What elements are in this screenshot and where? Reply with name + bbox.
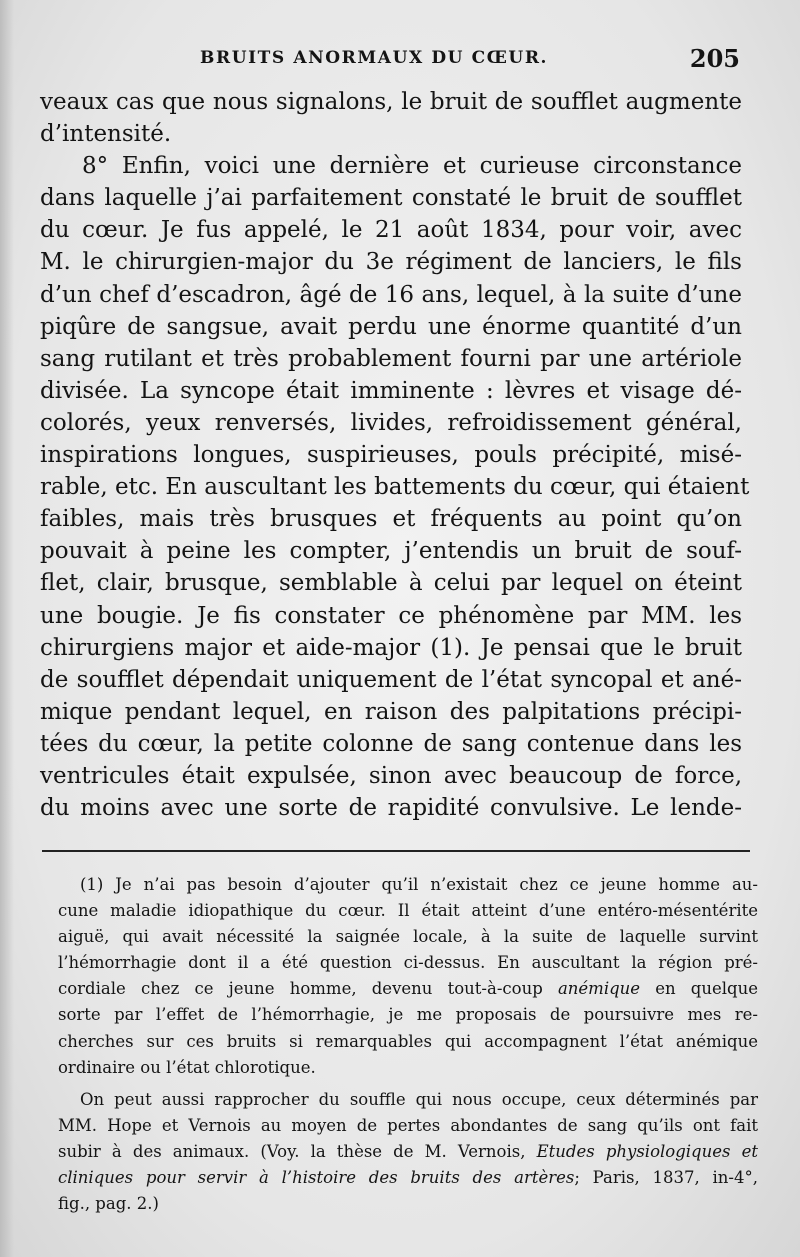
text-line: colorés, yeux renversés, livides, refroidissement général, [40, 409, 742, 436]
footnote-line: On peut aussi rapprocher du souffle qui nous occupe, ceux déterminés par [80, 1089, 758, 1109]
page-gutter-shadow [0, 0, 14, 1257]
text-line: 8° Enfin, voici une dernière et curieuse circonstance [82, 153, 742, 180]
text-line: d’un chef d’escadron, âgé de 16 ans, lequel, à la suite d’une [40, 281, 742, 308]
text-line: faibles, mais très brusques et fréquents au point qu’on [40, 506, 742, 533]
text-line: ventricules était expulsée, sinon avec beaucoup de force, [40, 762, 742, 789]
footnote-line: (1) Je n’ai pas besoin d’ajouter qu’il n’existait chez ce jeune homme au- [80, 875, 758, 894]
page-header [40, 44, 740, 74]
citation-title: Etudes physiologiques et [536, 1141, 758, 1161]
text-line: inspirations longues, suspirieuses, pouls précipité, misé- [40, 442, 742, 469]
page-number: 205 [689, 44, 740, 73]
footnote-line: cune maladie idiopathique du cœur. Il était atteint d’une entéro-mésentérite [58, 901, 758, 921]
footnote-line [58, 976, 758, 1002]
footnote-text: en quelque [640, 979, 758, 999]
footnote-text: ; Paris, 1837, in-4°, [574, 1168, 758, 1188]
text-line: piqûre de sangsue, avait perdu une énorme quantité d’un [40, 313, 742, 340]
text-line: veaux cas que nous signalons, le bruit de soufflet augmente [40, 89, 742, 115]
footnote-line [58, 1139, 758, 1165]
footnote-line: l’hémorrhagie dont il a été question ci-dessus. En auscultant la région pré- [58, 953, 758, 973]
footnote-italic-term: anémique [557, 979, 641, 999]
text-line: d’intensité. [40, 121, 172, 148]
main-text [40, 86, 750, 824]
text-line: de soufflet dépendait uniquement de l’état syncopal et ané- [40, 666, 742, 693]
text-line: flet, clair, brusque, semblable à celui par lequel on éteint [40, 570, 742, 597]
text-line: sang rutilant et très probablement fourni par une artériole [40, 345, 742, 372]
text-line: M. le chirurgien-major du 3e régiment de lanciers, le fils [40, 249, 742, 276]
footnote-line: fig., pag. 2.) [58, 1194, 159, 1214]
footnote-line: cherches sur ces bruits si remarquables qui accompagnent l’état anémique [58, 1031, 758, 1051]
footnote-text: subir à des animaux. (Voy. la thèse de M. Vernois, [58, 1141, 537, 1161]
citation-title: cliniques pour servir à l’histoire des bruits des artères [58, 1168, 575, 1188]
footnote [58, 872, 758, 1217]
running-head: BRUITS ANORMAUX DU CŒUR. [200, 48, 549, 68]
text-line: chirurgiens major et aide-major (1). Je pensai que le bruit [40, 634, 742, 661]
text-line: du cœur. Je fus appelé, le 21 août 1834, pour voir, avec [40, 217, 742, 244]
footnote-line: ordinaire ou l’état chlorotique. [58, 1057, 316, 1077]
footnote-text: cordiale chez ce jeune homme, devenu tout-à-coup [58, 979, 558, 999]
text-line: une bougie. Je fis constater ce phénomène par MM. les [40, 602, 742, 629]
footnote-line [58, 1165, 758, 1191]
footnote-separator [42, 850, 750, 852]
text-line: dans laquelle j’ai parfaitement constaté le bruit de soufflet [40, 185, 742, 212]
footnote-line: MM. Hope et Vernois au moyen de pertes abondantes de sang qu’ils ont fait [58, 1115, 758, 1135]
text-line: tées du cœur, la petite colonne de sang contenue dans les [40, 730, 742, 757]
text-line: divisée. La syncope était imminente : lèvres et visage dé- [40, 377, 742, 404]
text-line: mique pendant lequel, en raison des palpitations précipi- [40, 698, 742, 725]
footnote-line: sorte par l’effet de l’hémorrhagie, je me proposais de poursuivre mes re- [58, 1005, 758, 1025]
footnote-line: aiguë, qui avait nécessité la saignée locale, à la suite de laquelle survint [58, 927, 758, 947]
text-line: pouvait à peine les compter, j’entendis un bruit de souf- [40, 538, 742, 565]
text-line: du moins avec une sorte de rapidité convulsive. Le lende- [40, 795, 742, 822]
text-line: rable, etc. En auscultant les battements du cœur, qui étaient [40, 474, 750, 501]
